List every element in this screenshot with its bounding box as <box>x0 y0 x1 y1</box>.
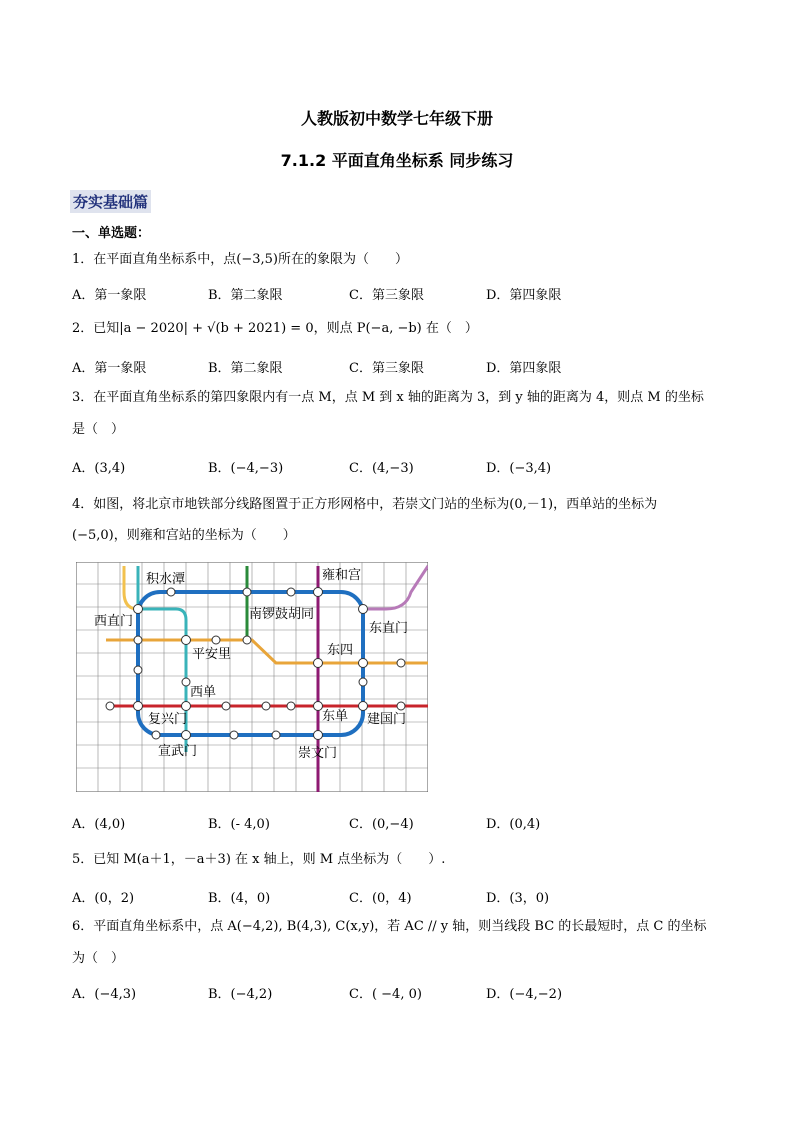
question-3-line-1: 3．在平面直角坐标系的第四象限内有一点 M，点 M 到 x 轴的距离为 3，到 y 轴的距离为 4，则点 M 的坐标 <box>72 390 704 405</box>
q5-option-a: A．(0，2) <box>72 891 135 906</box>
q1-option-b: B．第二象限 <box>208 288 283 303</box>
station-xuanwumen <box>182 731 191 740</box>
station-nanluoguxiang <box>243 636 251 644</box>
station-fuxingmen <box>134 702 143 711</box>
document-subtitle: 7.1.2 平面直角坐标系 同步练习 <box>280 151 514 170</box>
q2-option-c: C．第三象限 <box>349 361 424 376</box>
label-xizhimen: 西直门 <box>94 614 134 629</box>
q5-option-c: C．(0，4) <box>349 891 412 906</box>
q1-option-a: A．第一象限 <box>72 288 147 303</box>
station-dongsi <box>314 659 323 668</box>
station-jishuitan <box>167 588 175 596</box>
label-xidan: 西单 <box>190 685 217 700</box>
q2-option-d: D．第四象限 <box>486 361 562 376</box>
station-tiananmen-east <box>262 702 270 710</box>
station-changchunjie <box>152 731 160 739</box>
station-tiananmen-west <box>222 702 230 710</box>
station-fuchengmen <box>134 666 142 674</box>
q1-option-c: C．第三象限 <box>349 288 424 303</box>
station-chaoyangmen <box>359 659 368 668</box>
q1-option-d: D．第四象限 <box>486 288 562 303</box>
subway-map-figure <box>76 562 428 792</box>
question-3-line-2: 是（ ） <box>72 422 125 437</box>
question-4-line-1: 4．如图，将北京市地铁部分线路图置于正方形网格中，若崇文门站的坐标为(0,－1)，西单站的坐标为 <box>72 497 658 512</box>
q5-option-d: D．(3，0) <box>486 891 550 906</box>
station-jianguomen <box>359 702 368 711</box>
q4-option-a: A．(4,0) <box>72 817 126 832</box>
station-dongzhimen <box>359 605 368 614</box>
label-nanluoguxiang: 南锣鼓胡同 <box>249 607 315 622</box>
station-chongwenmen <box>314 731 323 740</box>
label-dongdan: 东单 <box>322 709 349 724</box>
station-nanlishilu <box>106 702 114 710</box>
part-heading: 一、单选题： <box>72 226 151 241</box>
question-2: 2．已知|a − 2020| + √(b + 2021) = 0，则点 P(−a, −b) 在（ ） <box>72 321 478 336</box>
label-fuxingmen: 复兴门 <box>148 712 188 727</box>
station-pinganli <box>182 636 191 645</box>
station-beijingzhan <box>359 678 367 686</box>
q4-option-d: D．(0,4) <box>486 817 541 832</box>
q6-option-a: A．(−4,3) <box>72 987 137 1002</box>
q3-option-a: A．(3,4) <box>72 461 126 476</box>
q5-option-b: B．(4，0) <box>208 891 271 906</box>
station-wangfujing <box>287 702 295 710</box>
question-6-line-2: 为（ ） <box>72 951 125 966</box>
station-andingmen <box>287 588 295 596</box>
label-jishuitan: 积水潭 <box>146 572 186 587</box>
question-4-line-2: (−5,0)，则雍和宫站的坐标为（ ） <box>72 528 296 543</box>
station-lingjing <box>182 678 190 686</box>
station-guloudajie <box>243 588 251 596</box>
question-5: 5．已知 M(a＋1，－a＋3) 在 x 轴上，则 M 点坐标为（ ）. <box>72 852 446 867</box>
label-jianguomen: 建国门 <box>367 712 407 727</box>
label-pinganli: 平安里 <box>192 647 232 662</box>
station-hepingmen <box>230 731 238 739</box>
label-dongzhimen: 东直门 <box>369 621 409 636</box>
q2-option-a: A．第一象限 <box>72 361 147 376</box>
q4-option-b: B．(- 4,0) <box>208 817 270 832</box>
label-chongwenmen: 崇文门 <box>298 746 338 761</box>
label-xuanwumen: 宣武门 <box>158 744 198 759</box>
q6-option-b: B．(−4,2) <box>208 987 273 1002</box>
station-xizhimen <box>134 605 143 614</box>
q3-option-c: C．(4,−3) <box>349 461 414 476</box>
q3-option-d: D．(−3,4) <box>486 461 552 476</box>
station-xidan <box>182 702 191 711</box>
station-chegongzhuang <box>134 636 142 644</box>
question-1: 1．在平面直角坐标系中，点(−3,5)所在的象限为（ ） <box>72 252 408 267</box>
q4-option-c: C．(0,−4) <box>349 817 414 832</box>
document-title: 人教版初中数学七年级下册 <box>300 109 493 128</box>
label-dongsi: 东四 <box>327 643 354 658</box>
label-yonghegong: 雍和宫 <box>322 568 362 583</box>
station-qianmen <box>272 731 280 739</box>
q6-option-d: D．(−4,−2) <box>486 987 563 1002</box>
station-beihai <box>212 636 220 644</box>
station-dongdaqiao <box>397 659 405 667</box>
station-yonghegong <box>314 588 323 597</box>
q6-option-c: C．( −4, 0) <box>349 987 422 1002</box>
section-heading: 夯实基础篇 <box>70 190 151 213</box>
q3-option-b: B．(−4,−3) <box>208 461 284 476</box>
question-6-line-1: 6．平面直角坐标系中，点 A(−4,2), B(4,3), C(x,y)，若 AC // y 轴，则当线段 BC 的长最短时，点 C 的坐标 <box>72 919 707 934</box>
station-yonganli <box>397 702 405 710</box>
q2-option-b: B．第二象限 <box>208 361 283 376</box>
